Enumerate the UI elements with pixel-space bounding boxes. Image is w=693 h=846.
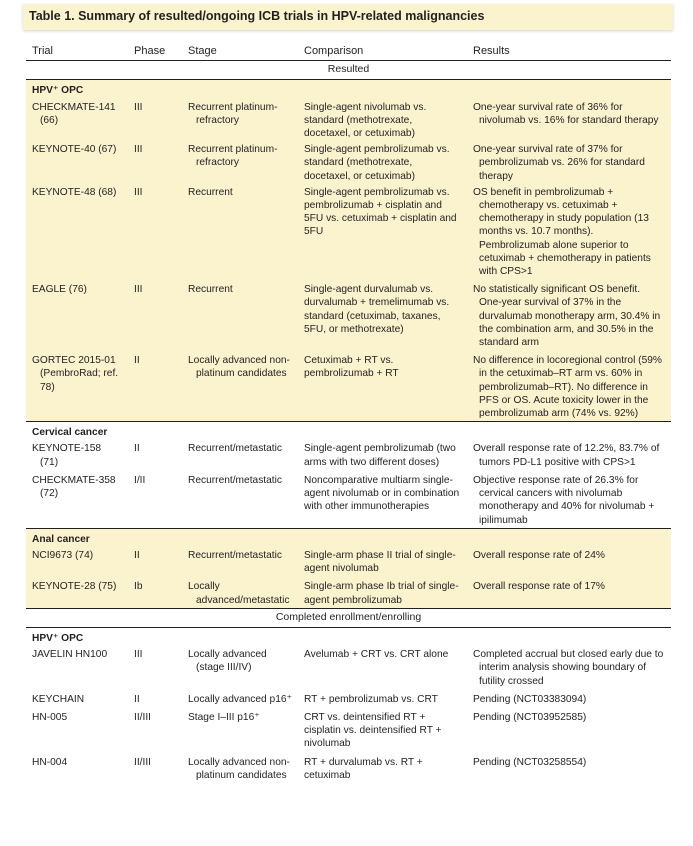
stage-cell: Locally advanced (stage III/IV) — [188, 649, 267, 674]
results-cell: No difference in locoregional control (59% in the cetuximab–RT arm vs. 60% in pembrolizumab–RT). No difference in PFS or OS. Acute toxicity lower in the pembrolizumab arm (74% vs. 92%) — [467, 350, 671, 422]
header-phase: Phase — [128, 43, 182, 61]
stage-cell: Recurrent/metastatic — [188, 443, 282, 455]
trial-cell: CHECKMATE-358 (72) — [32, 474, 116, 500]
comparison-cell: CRT vs. deintensified RT + cisplatin vs. deintensified RT + nivolumab — [304, 711, 442, 750]
group-label: Cervical cancer — [26, 422, 671, 441]
trial-cell: HN-005 — [32, 711, 68, 723]
results-cell: No statistically significant OS benefit. One-year survival of 37% in the durvalumab monotherapy arm, 30.4% in the combination arm, and 30.5% in the standard arm — [467, 279, 671, 350]
comparison-cell: Single-agent pembrolizumab vs. standard (methotrexate, docetaxel, or cetuximab) — [298, 141, 467, 184]
phase-cell: III — [128, 184, 182, 279]
phase-cell: II — [134, 443, 140, 455]
phase-cell: III — [128, 141, 182, 184]
group-header — [26, 528, 671, 547]
table-row — [26, 99, 671, 142]
table-row — [26, 547, 671, 576]
header-trial: Trial — [26, 43, 128, 61]
table-row — [26, 752, 671, 783]
table-row — [26, 279, 671, 350]
section-label: Resulted — [327, 63, 370, 76]
group-header — [26, 422, 671, 441]
results-cell: OS benefit in pembrolizumab + chemotherapy vs. cetuximab + chemotherapy in study population (13 months vs. 10.7 months). Pembrolizumab alone superior to cetuximab + chemotherapy in patients with CPS>1 — [467, 184, 671, 279]
group-header — [26, 80, 671, 99]
phase-cell: II — [134, 693, 140, 705]
results-cell: Overall response rate of 24% — [467, 547, 671, 576]
results-cell: One-year survival rate of 37% for pembrolizumab vs. 26% for standard therapy — [467, 141, 671, 184]
stage-cell: Locally advanced p16⁺ — [188, 693, 292, 705]
group-header — [26, 627, 671, 646]
group-label: Anal cancer — [26, 528, 671, 547]
group-label: HPV⁺ OPC — [32, 632, 84, 644]
table-row — [26, 707, 671, 752]
table-row — [26, 141, 671, 184]
table-row — [26, 689, 671, 707]
trial-cell: KEYNOTE-28 (75) — [26, 576, 128, 608]
phase-cell: II/III — [134, 711, 151, 723]
results-cell: Completed accrual but closed early due to interim analysis showing boundary of futility crossed — [473, 649, 664, 687]
phase-cell: I/II — [134, 474, 146, 486]
comparison-cell: Single-agent pembrolizumab vs. pembrolizumab + cisplatin and 5FU vs. cetuximab + cisplatin and 5FU — [298, 184, 467, 279]
header-comparison: Comparison — [298, 43, 467, 61]
comparison-cell: Single-agent nivolumab vs. standard (methotrexate, docetaxel, or cetuximab) — [298, 99, 467, 142]
results-cell: Overall response rate of 17% — [467, 576, 671, 608]
stage-cell: Recurrent/metastatic — [188, 474, 282, 486]
comparison-cell: Single-agent durvalumab vs. durvalumab + tremelimumab vs. standard (cetuximab, taxanes, 5FU, or methotrexate) — [298, 279, 467, 350]
table-row — [26, 470, 671, 528]
header-results: Results — [467, 43, 671, 61]
trial-cell: NCI9673 (74) — [26, 547, 128, 576]
trial-cell: CHECKMATE-141 (66) — [26, 99, 128, 142]
comparison-cell: Single-arm phase II trial of single-agent nivolumab — [298, 547, 467, 576]
comparison-cell: Avelumab + CRT vs. CRT alone — [304, 649, 449, 661]
table-row — [26, 440, 671, 469]
table-row — [26, 646, 671, 689]
section-header — [26, 608, 671, 627]
trial-cell: JAVELIN HN100 — [32, 649, 108, 661]
phase-cell: Ib — [128, 576, 182, 608]
phase-cell: II — [128, 350, 182, 422]
section-header — [26, 61, 671, 80]
phase-cell: II/III — [134, 756, 151, 768]
phase-cell: II — [128, 547, 182, 576]
stage-cell: Recurrent — [182, 184, 298, 279]
comparison-cell: RT + pembrolizumab vs. CRT — [304, 693, 438, 705]
table-row — [26, 184, 671, 279]
stage-cell: Locally advanced non-platinum candidates — [188, 756, 290, 781]
trial-cell: GORTEC 2015-01 (PembroRad; ref. 78) — [26, 350, 128, 422]
results-cell: One-year survival rate of 36% for nivolumab vs. 16% for standard therapy — [467, 99, 671, 142]
stage-cell: Recurrent platinum-refractory — [182, 141, 298, 184]
results-cell: Pending (NCT03258554) — [473, 756, 587, 768]
phase-cell: III — [128, 279, 182, 350]
stage-cell: Stage I–III p16⁺ — [188, 711, 260, 723]
trial-cell: EAGLE (76) — [26, 279, 128, 350]
trial-cell: KEYNOTE-158 (71) — [32, 443, 102, 468]
trial-cell: KEYCHAIN — [32, 693, 85, 705]
comparison-cell: RT + durvalumab vs. RT + cetuximab — [304, 756, 423, 781]
section-label: Completed enrollment/enrolling — [26, 608, 671, 627]
header-row — [26, 43, 671, 61]
trial-cell: KEYNOTE-40 (67) — [26, 141, 128, 184]
table-row — [26, 576, 671, 608]
stage-cell: Recurrent — [182, 279, 298, 350]
comparison-cell: Noncomparative multiarm single-agent nivolumab or in combination with other immunotherapies — [304, 474, 460, 513]
comparison-cell: Single-agent pembrolizumab (two arms with two different doses) — [304, 443, 456, 468]
trial-cell: KEYNOTE-48 (68) — [26, 184, 128, 279]
results-cell: Pending (NCT03383094) — [473, 693, 587, 705]
table-row — [26, 350, 671, 422]
group-label: HPV⁺ OPC — [26, 80, 671, 99]
comparison-cell: Single-arm phase Ib trial of single-agent pembrolizumab — [298, 576, 467, 608]
stage-cell: Locally advanced non-platinum candidates — [182, 350, 298, 422]
results-cell: Overall response rate of 12.2%, 83.7% of tumors PD-L1 positive with CPS>1 — [473, 443, 660, 468]
comparison-cell: Cetuximab + RT vs. pembrolizumab + RT — [298, 350, 467, 422]
header-stage: Stage — [182, 43, 298, 61]
phase-cell: III — [134, 649, 143, 661]
phase-cell: III — [128, 99, 182, 142]
stage-cell: Recurrent/metastatic — [182, 547, 298, 576]
trial-cell: HN-004 — [32, 756, 68, 768]
trials-table — [26, 43, 671, 783]
stage-cell: Recurrent platinum-refractory — [182, 99, 298, 142]
stage-cell: Locally advanced/metastatic — [182, 576, 298, 608]
results-cell: Objective response rate of 26.3% for cervical cancers with nivolumab monotherapy and 40% for nivolumab + ipilimumab — [473, 474, 655, 526]
table-title: Table 1. Summary of resulted/ongoing ICB trials in HPV-related malignancies — [23, 4, 673, 30]
results-cell: Pending (NCT03952585) — [473, 711, 587, 723]
